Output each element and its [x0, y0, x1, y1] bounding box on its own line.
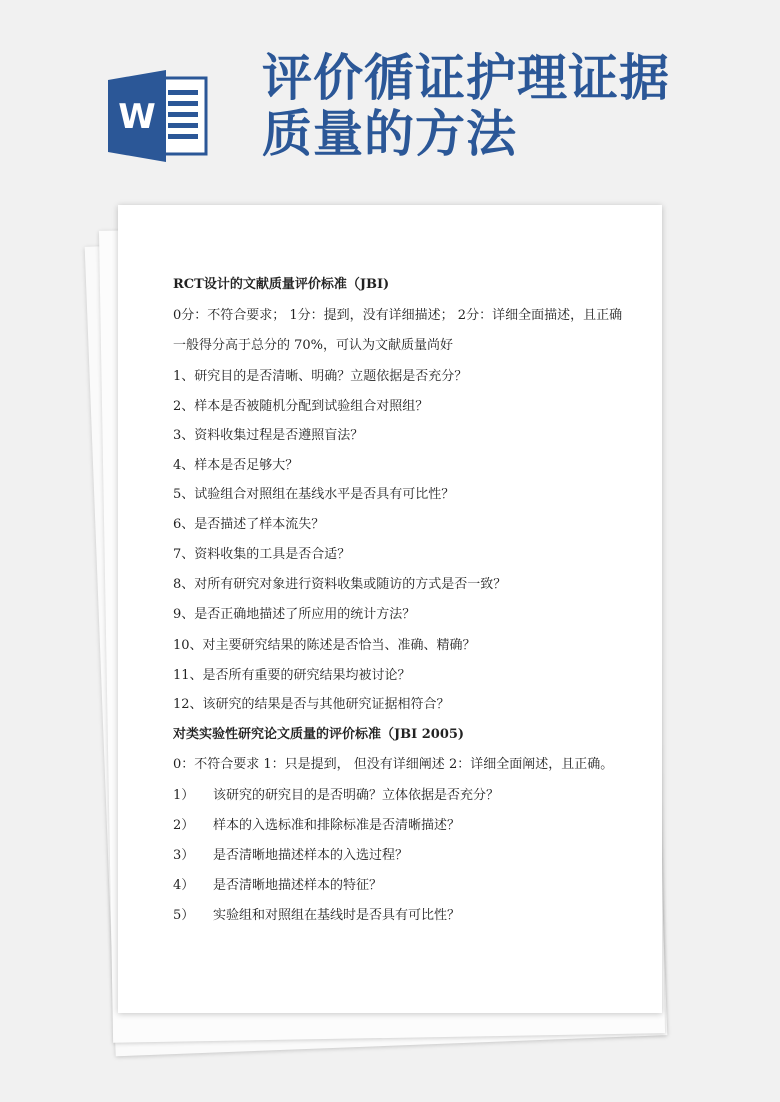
word-logo-icon	[108, 70, 212, 162]
page-title	[262, 50, 762, 162]
numbered-item-number: 5）	[173, 908, 195, 923]
numbered-item-text: 该研究的研究目的是否明确？立体依据是否充分？	[213, 788, 500, 803]
doc-line-13: 11、是否所有重要的研究结果均被讨论？	[173, 668, 411, 683]
doc-line-14: 12、该研究的结果是否与其他研究证据相符合？	[173, 697, 450, 712]
doc-line-6: 4、样本是否足够大？	[173, 458, 299, 473]
numbered-item-number: 4）	[173, 878, 195, 893]
numbered-item-number: 3）	[173, 848, 195, 863]
numbered-item-number: 1）	[173, 788, 195, 803]
numbered-item	[173, 817, 460, 835]
title-line-1: 评价循证护理证据	[262, 49, 670, 107]
numbered-item-text: 样本的入选标准和排除标准是否清晰描述？	[213, 818, 461, 833]
numbered-item-text: 是否清晰地描述样本的入选过程？	[213, 848, 409, 863]
numbered-item-text: 实验组和对照组在基线时是否具有可比性？	[213, 908, 461, 923]
doc-line-10: 8、对所有研究对象进行资料收集或随访的方式是否一致？	[173, 577, 507, 592]
numbered-item	[173, 847, 408, 865]
doc-line-5: 3、资料收集过程是否遵照盲法？	[173, 428, 364, 443]
numbered-item	[173, 787, 499, 805]
numbered-item-number: 2）	[173, 818, 195, 833]
doc-line-0: RCT设计的文献质量评价标准（JBI)	[173, 277, 390, 292]
numbered-item	[173, 877, 382, 895]
doc-line-12: 10、对主要研究结果的陈述是否恰当、准确、精确？	[173, 638, 476, 653]
doc-line-7: 5、试验组合对照组在基线水平是否具有可比性？	[173, 487, 455, 502]
doc-line-15: 对类实验性研究论文质量的评价标准（JBI 2005)	[173, 727, 465, 742]
doc-line-9: 7、资料收集的工具是否合适？	[173, 547, 351, 562]
numbered-item-text: 是否清晰地描述样本的特征？	[213, 878, 383, 893]
doc-line-4: 2、样本是否被随机分配到试验组合对照组？	[173, 399, 429, 414]
doc-line-11: 9、是否正确地描述了所应用的统计方法？	[173, 607, 416, 622]
doc-line-3: 1、研究目的是否清晰、明确？立题依据是否充分？	[173, 369, 468, 384]
doc-line-1: 0分：不符合要求； 1分：提到，没有详细描述； 2分：详细全面描述，且正确	[173, 308, 623, 323]
doc-line-8: 6、是否描述了样本流失？	[173, 517, 325, 532]
doc-line-16: 0：不符合要求 1：只是提到， 但没有详细阐述 2：详细全面阐述，且正确。	[173, 757, 614, 772]
logo-letter: W	[118, 97, 156, 137]
numbered-item	[173, 907, 460, 925]
doc-line-2: 一般得分高于总分的 70%，可认为文献质量尚好	[173, 338, 454, 353]
document-page	[118, 205, 662, 1013]
title-line-2: 质量的方法	[262, 105, 517, 163]
